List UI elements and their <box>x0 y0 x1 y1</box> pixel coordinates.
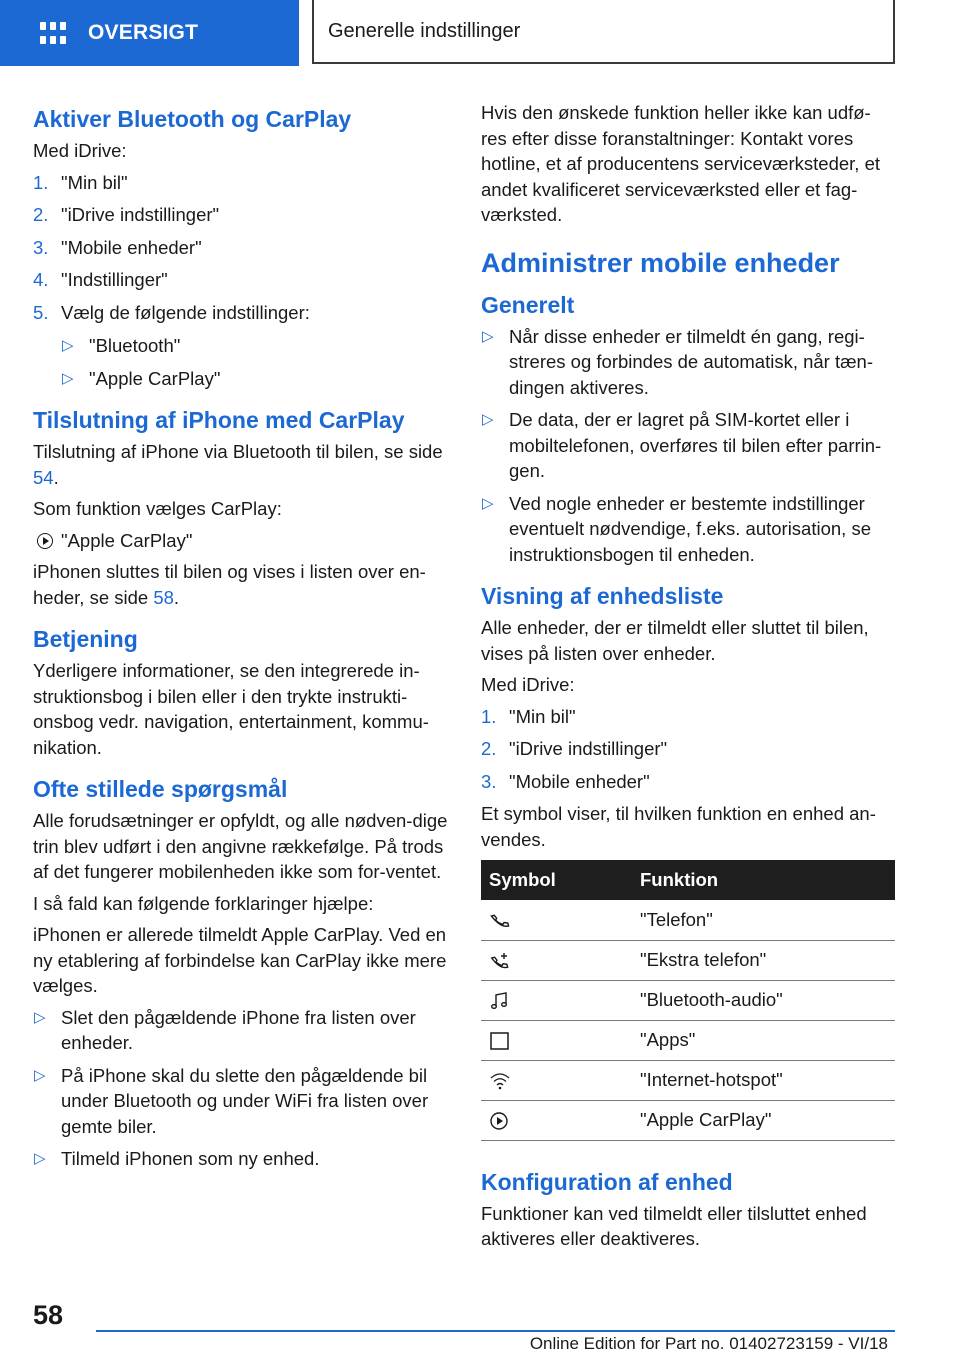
wifi-hotspot-icon <box>489 1071 511 1091</box>
list-item: ▷ Ved nogle enheder er bestemte indstillinger eventuelt nødvendige, f.eks. autorisation, se instruktionsbogen til enheden. <box>481 491 896 568</box>
heading-betjening: Betjening <box>33 626 138 652</box>
section-title-box <box>312 0 895 64</box>
right-column <box>481 100 896 1258</box>
extra-phone-icon <box>489 951 511 971</box>
column-header-symbol: Symbol <box>481 860 630 900</box>
bt-intro: Med iDrive: <box>33 140 127 161</box>
list-item: 1. "Min bil" <box>481 705 576 727</box>
connect-paragraph-2: Som funktion vælges CarPlay: <box>33 498 282 519</box>
konfig-paragraph: Funktioner kan ved tilmeldt eller tilsluttet enhed aktiveres eller deaktiveres. <box>481 1202 867 1249</box>
list-item: 4. "Indstillinger" <box>33 269 168 290</box>
visning-paragraph-3: Et symbol viser, til hvilken funktion en enhed an-vendes. <box>481 803 876 850</box>
column-header-funktion: Funktion <box>630 860 895 900</box>
page-link-54[interactable]: 54 <box>33 466 54 488</box>
heading-device-list: Visning af enhedsliste <box>481 583 724 609</box>
bt-sub-list <box>61 333 448 391</box>
carplay-play-icon <box>37 533 53 549</box>
list-item: 2. "iDrive indstillinger" <box>481 738 668 759</box>
connect-paragraph-3: "Apple CarPlay" <box>33 528 448 554</box>
section-title: Generelle indstillinger <box>328 19 521 42</box>
overview-nav-button[interactable] <box>0 0 299 66</box>
list-item: ▷ På iPhone skal du slette den pågældende bil under Bluetooth og under WiFi fra listen over gemte biler. <box>33 1063 448 1140</box>
page-link-58[interactable]: 58 <box>153 586 174 608</box>
faq-paragraph-2: I så fald kan følgende forklaringer hjælpe: <box>33 892 374 914</box>
list-item: ▷ "Apple CarPlay" <box>61 366 448 392</box>
page-header <box>0 0 960 66</box>
list-item: 5. Vælg de følgende indstillinger: ▷ "Bluetooth" ▷ "Apple CarPlay" <box>33 300 448 392</box>
visning-steps-list <box>481 704 896 795</box>
page-number: 58 <box>33 1300 64 1330</box>
grid-menu-icon <box>40 22 66 44</box>
generelt-list <box>481 324 896 568</box>
table-header-row <box>481 860 895 900</box>
list-item: ▷ Når disse enheder er tilmeldt én gang, regi-streres og forbindes de automatisk, når tæn-dingen aktiveres. <box>481 324 896 401</box>
table-row: "Apps" <box>481 1020 895 1060</box>
heading-activate-bluetooth: Aktiver Bluetooth og CarPlay <box>33 106 352 132</box>
visning-paragraph-1: Alle enheder, der er tilmeldt eller sluttet til bilen, vises på listen over enheder. <box>481 617 869 664</box>
footer-divider <box>96 1330 895 1332</box>
carplay-play-icon <box>489 1111 511 1131</box>
heading-faq: Ofte stillede spørgsmål <box>33 776 288 802</box>
list-item: 3. "Mobile enheder" <box>33 236 202 258</box>
heading-generelt: Generelt <box>481 291 575 318</box>
heading-manage-devices: Administrer mobile enheder <box>481 247 840 278</box>
table-row: "Bluetooth-audio" <box>481 980 895 1020</box>
list-item: 2. "iDrive indstillinger" <box>33 204 220 225</box>
table-row: "Apple CarPlay" <box>481 1100 895 1140</box>
connect-paragraph-4: iPhonen sluttes til bilen og vises i listen over en-heder, se side 58. <box>33 561 426 608</box>
bt-steps-list <box>33 170 448 392</box>
table-row: "Internet-hotspot" <box>481 1060 895 1100</box>
betjening-paragraph: Yderligere informationer, se den integrerede in-struktionsbog i bilen eller i den trykte instrukti-onsbog vedr. navigation, entertainment, kommu-nikation. <box>33 660 429 758</box>
table-row: "Ekstra telefon" <box>481 940 895 980</box>
heading-connect-iphone: Tilslutning af iPhone med CarPlay <box>33 407 405 433</box>
music-note-icon <box>489 991 511 1011</box>
faq-paragraph-1: Alle forudsætninger er opfyldt, og alle nødven-dige trin blev udført i den angivne rækkefølge. På trods af det fungerer mobilenheden ikke som for-ventet. <box>33 810 448 882</box>
left-column <box>33 100 448 1179</box>
faq-paragraph-3: iPhonen er allerede tilmeldt Apple CarPlay. Ved en ny etablering af forbindelse kan CarPlay ikke mere vælges. <box>33 924 447 996</box>
phone-icon <box>489 911 511 931</box>
apps-square-icon <box>489 1031 511 1051</box>
heading-device-config: Konfiguration af enhed <box>481 1168 733 1195</box>
edition-note: Online Edition for Part no. 01402723159 - VI/18 <box>529 1334 888 1353</box>
table-row: "Telefon" <box>481 900 895 940</box>
list-item: ▷ Slet den pågældende iPhone fra listen over enheder. <box>33 1005 448 1056</box>
list-item: ▷ Tilmeld iPhonen som ny enhed. <box>33 1146 448 1172</box>
visning-paragraph-2: Med iDrive: <box>481 674 575 695</box>
overview-nav-label: OVERSIGT <box>88 21 199 44</box>
connect-paragraph-1: Tilslutning af iPhone via Bluetooth til bilen, se side 54. <box>33 441 443 488</box>
list-item: 3. "Mobile enheder" <box>481 770 650 792</box>
list-item: 1. "Min bil" <box>33 171 128 193</box>
list-item: ▷ "Bluetooth" <box>61 333 448 359</box>
list-item: ▷ De data, der er lagret på SIM-kortet eller i mobiltelefonen, overføres til bilen efter parrin-gen. <box>481 407 896 484</box>
symbol-table <box>481 860 895 1141</box>
faq-list <box>33 1005 448 1172</box>
hotline-paragraph: Hvis den ønskede funktion heller ikke kan udfø-res efter disse foranstaltninger: Kontakt vores hotline, et af producentens serviceværksteder, et andet kvalificeret serviceværksted eller et fag-værksted. <box>481 102 880 225</box>
